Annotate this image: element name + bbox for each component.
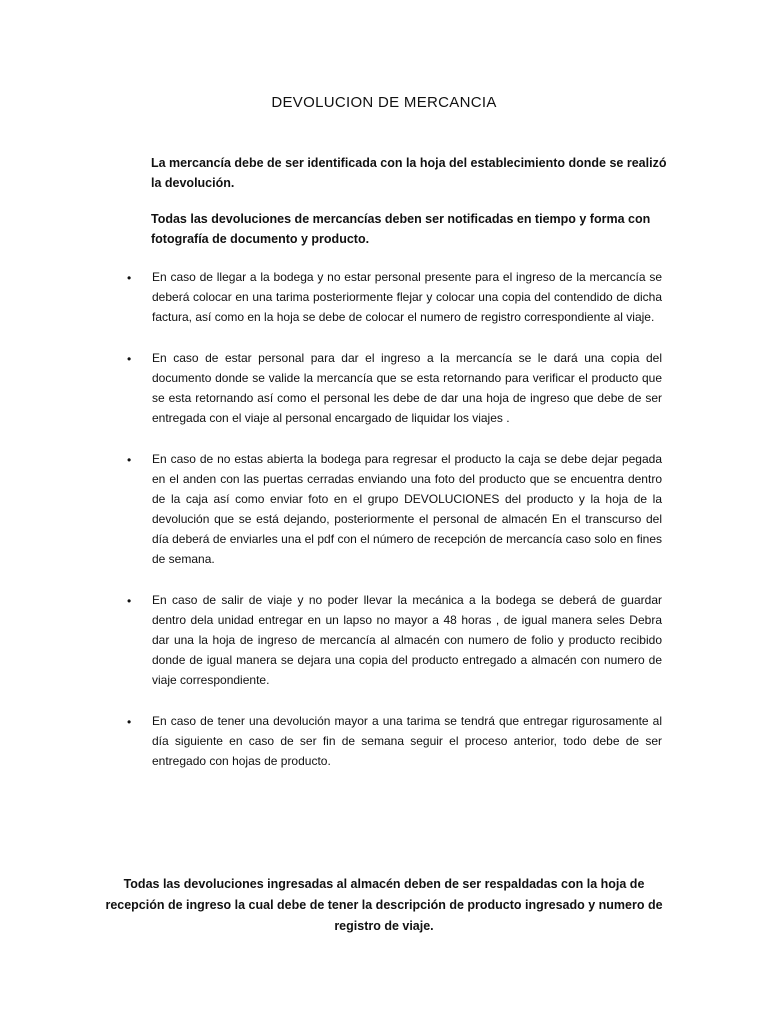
list-item [0, 711, 768, 771]
list-item-text: En caso de tener una devolución mayor a una tarima se tendrá que entregar rigurosamente al día siguiente en caso de ser fin de semana seguir el proceso anterior, todo debe de ser entregado con hojas de producto. [152, 714, 662, 768]
document-title: DEVOLUCION DE MERCANCIA [271, 94, 497, 111]
instruction-list [0, 267, 768, 792]
list-item-text: En caso de estar personal para dar el ingreso a la mercancía se le dará una copia del documento donde se valide la mercancía que se esta retornando para verificar el producto que se esta retornando así como el personal les debe de dar una hoja de ingreso que debe de ser entregada con el viaje al personal encargado de liquidar los viajes . [152, 351, 662, 425]
bullet-icon: • [127, 352, 132, 366]
bullet-icon: • [127, 453, 132, 467]
list-item-text: En caso de salir de viaje y no poder llevar la mecánica a la bodega se deberá de guardar dentro dela unidad entregar en un lapso no mayor a 48 horas , de igual manera seles Debra dar una la hoja de ingreso de mercancía al almacén con numero de folio y producto recibido donde de igual manera se dejara una copia del producto entregado a almacén con numero de viaje correspondiente. [152, 593, 662, 687]
list-item-text: En caso de llegar a la bodega y no estar personal presente para el ingreso de la mercancía se deberá colocar en una tarima posteriormente flejar y colocar una copia del contendido de dicha factura, así como en la hoja se debe de colocar el numero de registro correspondiente al viaje. [152, 270, 662, 324]
bullet-icon: • [127, 715, 132, 729]
bullet-icon: • [127, 271, 132, 285]
list-item [0, 348, 768, 428]
list-item-text: En caso de no estas abierta la bodega para regresar el producto la caja se debe dejar pegada en el anden con las puertas cerradas enviando una foto del producto que se encuentra dentro de la caja así como enviar foto en el grupo DEVOLUCIONES del producto y la hoja de la devolución que se está dejando, posteriormente el personal de almacén En el transcurso del día deberá de enviarles una el pdf con el número de recepción de mercancía caso solo en fines de semana. [152, 452, 662, 566]
bullet-icon: • [127, 594, 132, 608]
list-item [0, 590, 768, 690]
list-item [0, 449, 768, 569]
list-item [0, 267, 768, 327]
intro-paragraph-2: Todas las devoluciones de mercancías deben ser notificadas en tiempo y forma con fotografía de documento y producto. [151, 212, 651, 246]
footer-note: Todas las devoluciones ingresadas al almacén deben de ser respaldadas con la hoja de recepción de ingreso la cual debe de tener la descripción de producto ingresado y numero de registro de viaje. [105, 877, 663, 933]
intro-paragraph-1: La mercancía debe de ser identificada con la hoja del establecimiento donde se realizó la devolución. [151, 156, 667, 190]
